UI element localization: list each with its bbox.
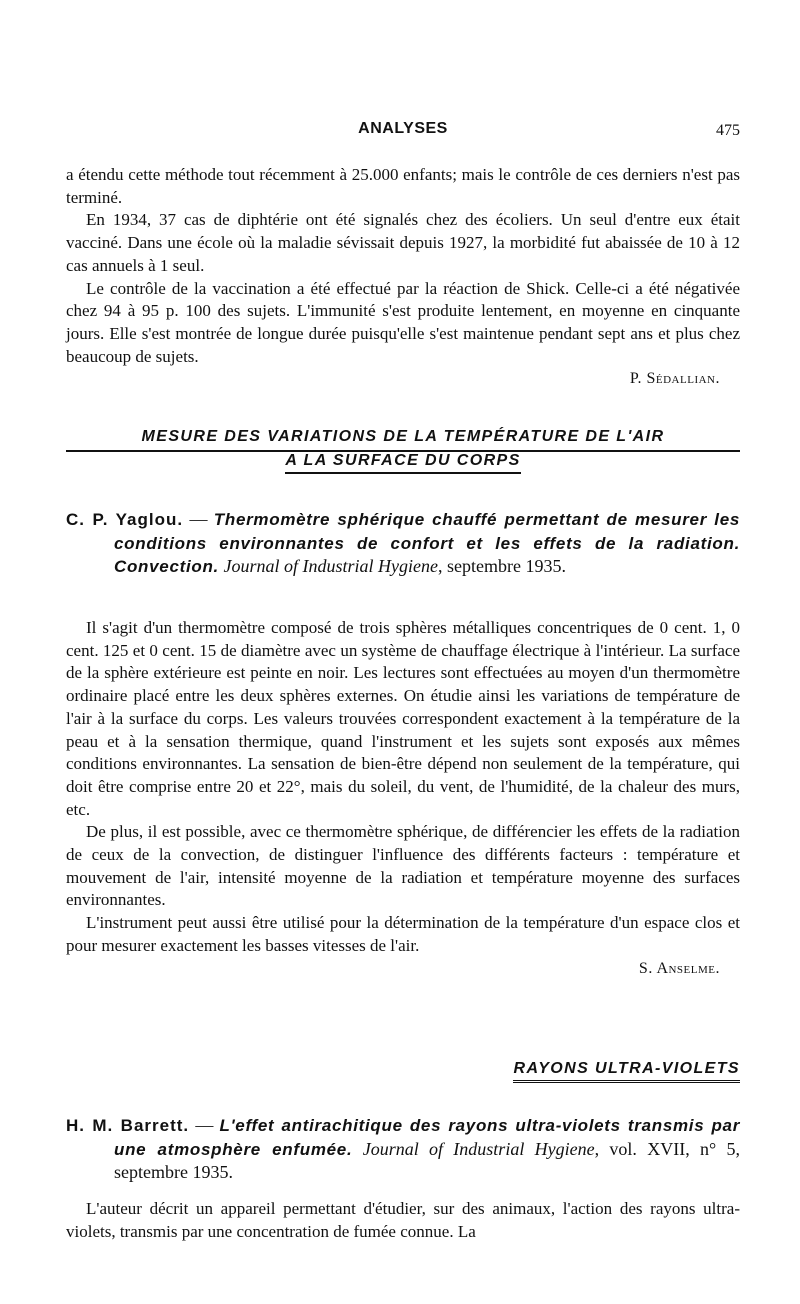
section-heading-line: A LA SURFACE DU CORPS	[285, 452, 520, 474]
paragraph: De plus, il est possible, avec ce thermomètre sphérique, de différencier les effets de la radiation de ceux de la convection, de distinguer l'influence des différents facteurs : température et mouvement de l'air, intensité moyenne de la radiation et température moyenne des surfaces environnantes.	[66, 822, 740, 910]
reference-entry	[66, 1114, 740, 1185]
section-heading-line: RAYONS ULTRA-VIOLETS	[513, 1060, 740, 1083]
journal-name: Journal of Industrial Hygiene	[223, 556, 438, 576]
reference-entry	[66, 508, 740, 579]
journal-name: Journal of Industrial Hygiene	[362, 1138, 595, 1159]
section-heading-temperature	[66, 426, 740, 474]
reviewer-signature: P. Sédallian.	[629, 370, 720, 388]
review-body-barrett	[66, 1198, 740, 1243]
article-title: L'effet antirachitique des rayons ultra-violets transmis par une atmosphère enfumée.	[114, 1116, 741, 1159]
section-heading-uv	[66, 1060, 740, 1083]
article-reference-barrett	[66, 1114, 740, 1185]
publication-details: , vol. XVII, n° 5, septembre 1935.	[114, 1138, 741, 1182]
paragraph: Le contrôle de la vaccination a été effectué par la réaction de Shick. Celle-ci a été négativée chez 94 à 95 p. 100 des sujets. L'immunité s'est produite lentement, en moyenne en cinquante jours. Elle s'est montrée de longue durée puisqu'elle s'est maintenue pendant sept ans et plus chez beaucoup de sujets.	[66, 278, 740, 366]
paragraph: Il s'agit d'un thermomètre composé de trois sphères métalliques concentriques de 0 cent. 1, 0 cent. 125 et 0 cent. 15 de diamètre avec un système de chauffage électrique à l'intérieur. La surface de la sphère extérieure est peinte en noir. Les lectures sont effectuées au moyen d'un thermomètre ordinaire placé entre les deux sphères externes. On étudie ainsi les variations de température de l'air à la surface du corps. Les valeurs trouvées correspondent exactement à la température de la peau et à la sensation thermique, quand l'instrument et les sujets sont exposés aux mêmes conditions environnantes. La sensation de bien-être dépend non seulement de la température, qui doit être comprise entre 20 et 22°, mais du soleil, du vent, de l'humidité, de la chaleur des murs, etc.	[66, 618, 740, 819]
separator-dash: —	[195, 1115, 214, 1135]
running-title: ANALYSES	[358, 120, 448, 137]
review-body-yaglou	[66, 617, 740, 980]
article-author: H. M. Barrett.	[66, 1116, 190, 1135]
paragraph: a étendu cette méthode tout récemment à 25.000 enfants; mais le contrôle de ces derniers n'est pas terminé.	[66, 165, 740, 207]
reviewer-signature: S. Anselme.	[638, 959, 720, 977]
paragraph: L'instrument peut aussi être utilisé pour la détermination de la température d'un espace clos et pour mesurer exactement les basses vitesses de l'air.	[66, 913, 740, 955]
publication-date: , septembre 1935.	[437, 556, 566, 576]
paragraph: En 1934, 37 cas de diphtérie ont été signalés chez des écoliers. Un seul d'entre eux était vacciné. Dans une école où la maladie sévissait depuis 1927, la morbidité fut abaissée de 10 à 12 cas annuels à 1 seul.	[66, 210, 740, 275]
previous-review-continuation	[66, 164, 740, 390]
separator-dash: —	[189, 509, 208, 529]
article-title: Thermomètre sphérique chauffé permettant de mesurer les conditions environnantes de confort et les effets de la radiation. Convection.	[114, 510, 741, 576]
running-header	[66, 120, 740, 144]
section-heading-line: MESURE DES VARIATIONS DE LA TEMPÉRATURE DE L'AIR	[66, 426, 740, 452]
article-author: C. P. Yaglou.	[66, 510, 184, 529]
page-number: 475	[716, 122, 740, 139]
article-reference-yaglou	[66, 508, 740, 579]
paragraph: L'auteur décrit un appareil permettant d'étudier, sur des animaux, l'action des rayons ultra-violets, transmis par une concentration de fumée connue. La	[66, 1199, 740, 1241]
